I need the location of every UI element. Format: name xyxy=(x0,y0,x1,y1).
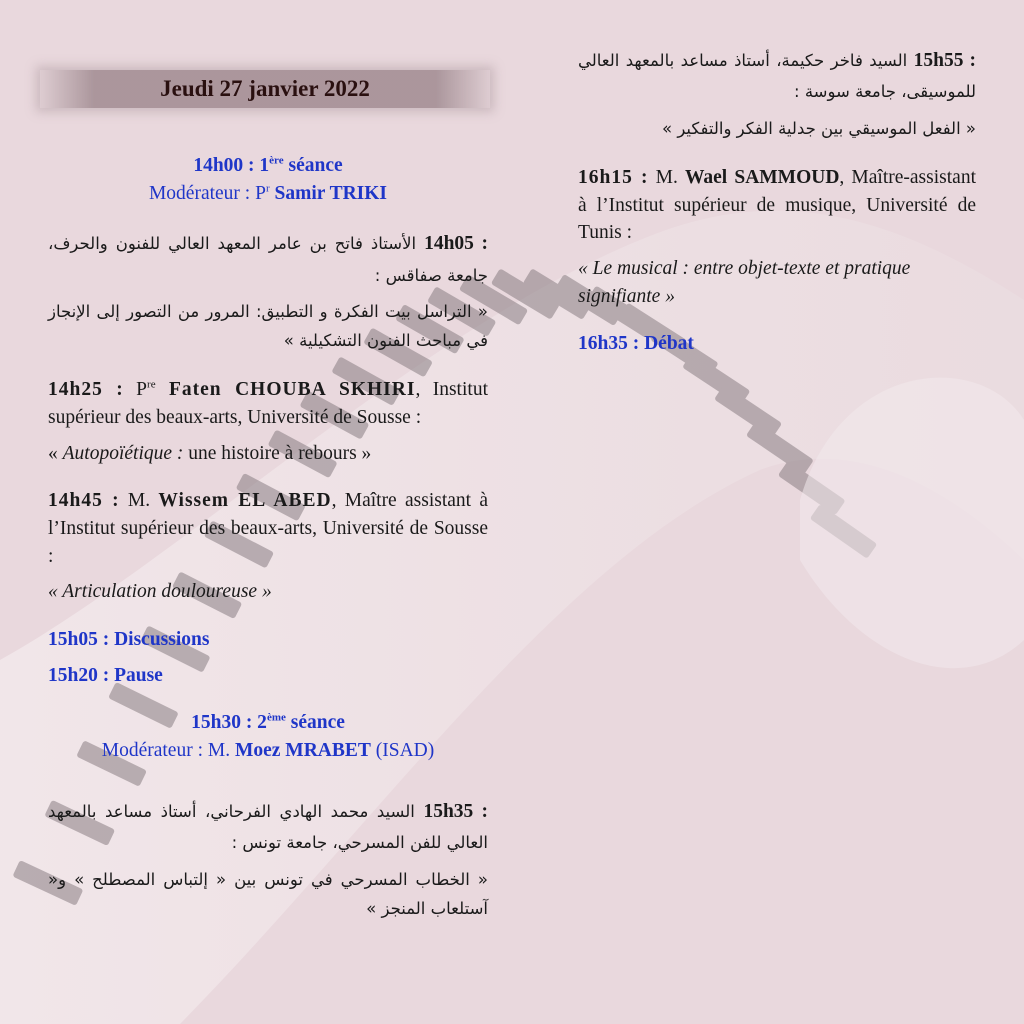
talk-1535-speaker xyxy=(48,795,488,858)
session-1-moderator-name: Samir TRIKI xyxy=(269,182,388,204)
talk-1615-affil: , Maître-assistant à l’Institut supérieur de musique, Université de Tunis : xyxy=(578,166,976,244)
talk-1405-speaker-text: الأستاذ فاتح بن عامر المعهد العالي للفنون والحرف، جامعة صفاقس : xyxy=(48,234,488,285)
session-2-moderator-suffix: (ISAD) xyxy=(370,740,435,761)
session-2-sup: ème xyxy=(266,711,286,724)
session-1-moderator-prefix: Modérateur : P xyxy=(148,182,266,204)
talk-1405-title: « التراسل بيت الفكرة و التطبيق: المرور من التصور إلى الإنجاز في مباحث الفنون التشكيلية » xyxy=(48,302,488,351)
session-2-moderator-prefix: Modérateur : M. xyxy=(101,740,235,761)
talk-1425-affil: , Institut supérieur des beaux-arts, Université de Sousse : xyxy=(48,379,488,428)
talk-1445-title: M. xyxy=(119,490,159,512)
session-1 xyxy=(48,152,488,207)
talk-1425-time: 14h25 : xyxy=(48,379,124,401)
talk-1615-title: M. xyxy=(648,166,685,188)
talk-1445-affil: , Maître assistant à l’Institut supérieur des beaux-arts, Université de Sousse : xyxy=(48,490,488,567)
talk-1425-title-sup: re xyxy=(147,378,156,391)
talk-1425-title-rest: une histoire à rebours » xyxy=(183,442,372,464)
talk-1405-speaker xyxy=(48,227,488,290)
talk-1615-talk: « Le musical : entre objet-texte et pratique signifiante » xyxy=(578,257,911,307)
talk-1555-speaker xyxy=(578,44,976,107)
talk-1615 xyxy=(578,164,976,247)
talk-1425-name: Faten CHOUBA SKHIRI xyxy=(155,379,416,401)
talk-1555-title: « الفعل الموسيقي بين جدلية الفكر والتفكير » xyxy=(661,119,976,138)
day-title-bar xyxy=(40,70,490,108)
discussions: 15h05 : Discussions xyxy=(48,628,210,650)
session-1-label: séance xyxy=(283,155,343,176)
right-column xyxy=(578,44,976,358)
session-2-moderator-name: Moez MRABET xyxy=(234,740,371,761)
day-title: Jeudi 27 janvier 2022 xyxy=(160,76,370,101)
session-1-sup: ère xyxy=(269,154,284,167)
talk-1405-time: 14h05 : xyxy=(424,233,489,255)
talk-1615-time: 16h15 : xyxy=(578,166,649,188)
left-column xyxy=(48,70,488,923)
talk-1445-talk: « Articulation douloureuse » xyxy=(48,581,272,603)
talk-1445-name: Wissem EL ABED xyxy=(158,490,332,512)
talk-1425-title-open: « xyxy=(48,442,63,464)
talk-1535-title: « الخطاب المسرحي في تونس بين « إلتباس المصطلح » و« آستلعاب المنجز » xyxy=(48,869,488,918)
talk-1555-time: 15h55 : xyxy=(913,50,977,71)
session-1-moderator-sup: r xyxy=(265,182,270,195)
talk-1445 xyxy=(48,487,488,570)
session-2-label: séance xyxy=(285,712,345,734)
talk-1425-title-prefix: P xyxy=(123,379,148,401)
session-2 xyxy=(48,709,488,764)
session-2-time: 15h30 : 2 xyxy=(191,712,267,734)
pause: 15h20 : Pause xyxy=(48,664,163,686)
talk-1535-speaker-text: السيد محمد الهادي الفرحاني، أستاذ مساعد بالمعهد العالي للفن المسرحي، جامعة تونس : xyxy=(48,801,488,852)
talk-1615-name: Wael SAMMOUD xyxy=(684,166,840,188)
talk-1445-time: 14h45 : xyxy=(48,490,120,512)
talk-1425-title xyxy=(48,440,488,468)
talk-1535-time: 15h35 : xyxy=(423,800,488,822)
talk-1425-title-italic: Autopoïétique : xyxy=(62,442,184,464)
talk-1555-speaker-text: السيد فاخر حكيمة، أستاذ مساعد بالمعهد العالي للموسيقى، جامعة سوسة : xyxy=(578,51,976,102)
debat: 16h35 : Débat xyxy=(578,333,694,355)
session-1-time: 14h00 : 1 xyxy=(193,155,270,176)
talk-1425 xyxy=(48,376,488,431)
